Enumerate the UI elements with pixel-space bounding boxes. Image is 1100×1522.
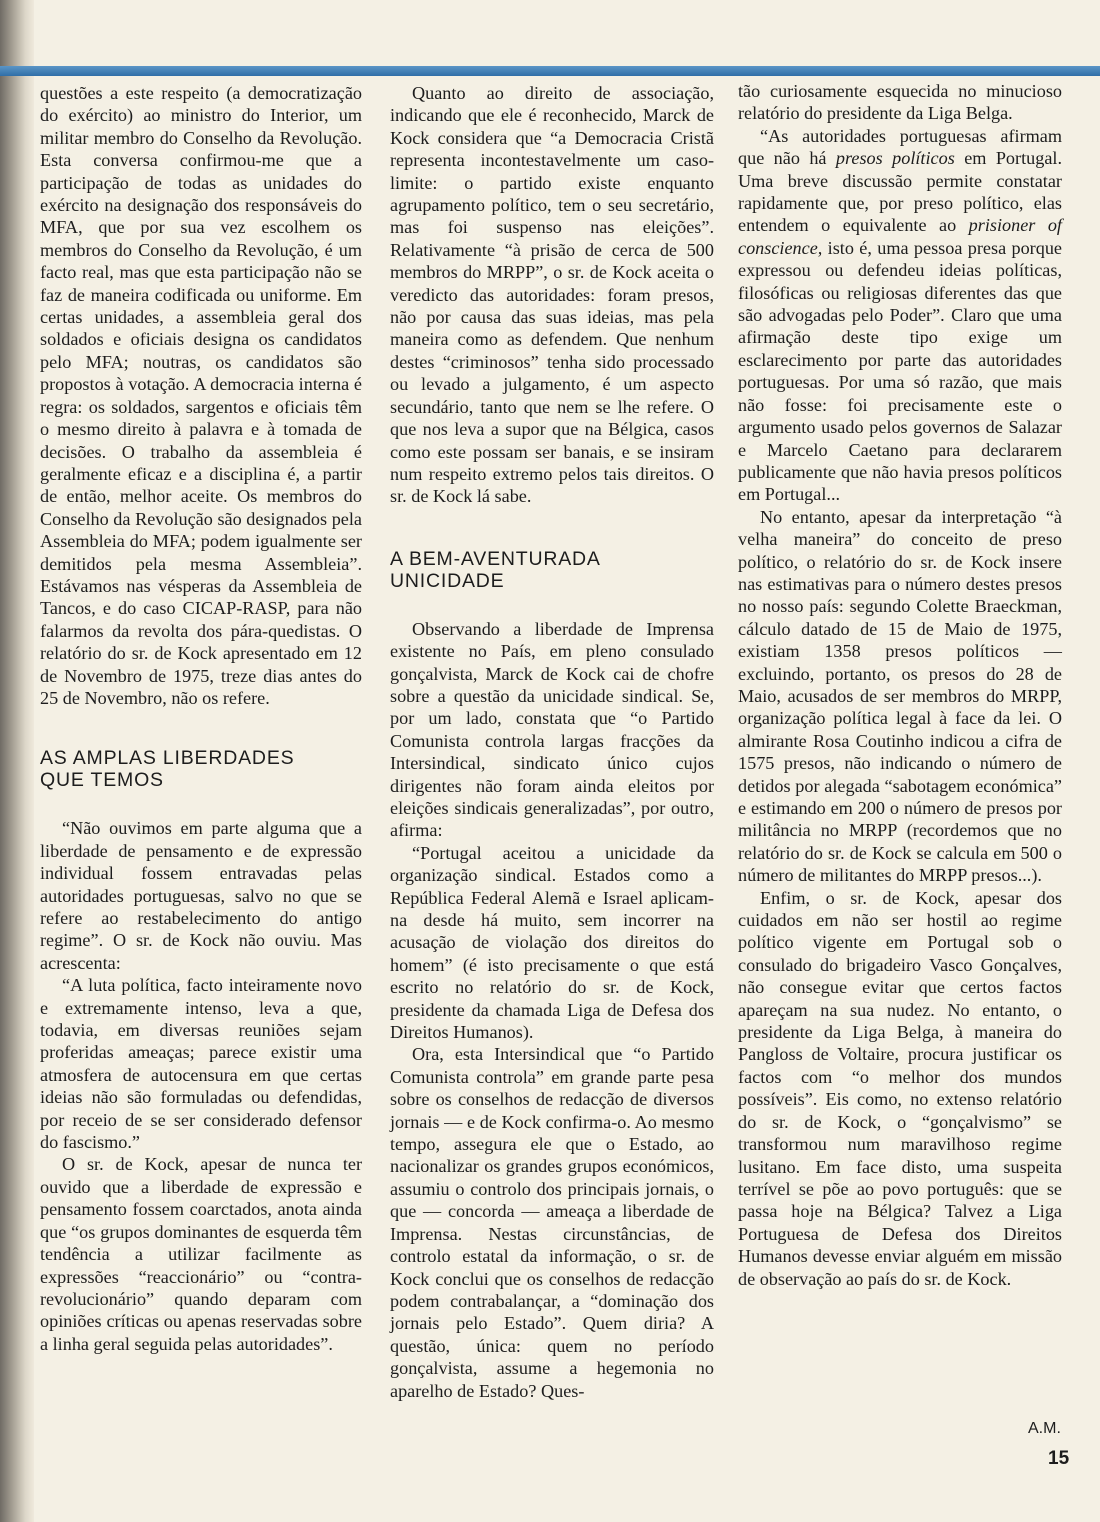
- column-1: [40, 82, 362, 1355]
- paragraph: O sr. de Kock, apesar de nunca ter ouvido que a liberdade de expressão e pensamento fossem coarctados, anota ainda que “os grupos dominantes de esquerda têm tendência a utilizar facilmente as expressões “reaccionário” ou “contra-revolucionário” quando deparam com opiniões críticas ou apenas reservadas sobre a linha geral seguida pelas autoridades”.: [40, 1154, 362, 1354]
- paragraph: Quanto ao direito de associação, indicando que ele é reconhecido, Marck de Kock considera que “a Democracia Cristã representa incontestavelmente um caso-limite: o partido existe enquanto agrupamento político, tem o seu secretário, mas foi suspenso nas eleições”. Relativamente “à prisão de cerca de 500 membros do MRPP”, o sr. de Kock aceita o veredicto das autoridades: foram presos, não por causa das suas ideias, mas pela maneira como as defendem. Que nenhum destes “criminosos” tenha sido processado ou levado a julgamento, é um aspecto secundário, tanto que nem se lhe refere. O que nos leva a supor que na Bélgica, casos como este possam ser banais, e se insiram num respeito extremo pelos tais direitos. O sr. de Kock lá sabe.: [390, 83, 714, 507]
- paragraph: “Não ouvimos em parte alguma que a liberdade de pensamento e de expressão individual fossem entravadas pelas autoridades portuguesas, salvo no que se refere ao restabelecimento do antigo regime”. O sr. de Kock não ouviu. Mas acrescenta:: [40, 818, 362, 973]
- page-binding-shadow: [0, 0, 34, 1522]
- paragraph: Enfim, o sr. de Kock, apesar dos cuidados em não ser hostil ao regime político vigente em Portugal sob o consulado do brigadeiro Vasco Gonçalves, não consegue evitar que certos factos apareçam na sua nudez. No entanto, o presidente da Liga Belga, à maneira do Pangloss de Voltaire, procura justificar os factos com “o melhor dos mundos possíveis”. Eis como, no extenso relatório do sr. de Kock, o “gonçalvismo” se transformou num maravilhoso regime lusitano. Em face disto, uma suspeita terrível se põe ao povo português: que se passa hoje na Bélgica? Talvez a Liga Portuguesa de Defesa dos Direitos Humanos devesse enviar alguém em missão de observação ao país do sr. de Kock.: [738, 887, 1062, 1289]
- italic-term: presos políticos: [835, 148, 955, 169]
- page-number: 15: [1048, 1448, 1070, 1469]
- heading-line: AS AMPLAS LIBERDADES: [40, 747, 295, 770]
- paragraph: Observando a liberdade de Imprensa existente no País, em pleno consulado gonçalvista, Marck de Kock cai de chofre sobre a questão da unicidade sindical. Se, por um lado, constata que “o Partido Comunista controla largas fracções da Intersindical, sindicato único cujos dirigentes não foram ainda eleitos por eleições sindicais generalizadas”, por outro, afirma:: [390, 618, 714, 841]
- column-3: [738, 80, 1062, 1290]
- text-run: isto é, uma pessoa presa porque expressou ou defendeu ideias políticas, filosóficas ou religiosas diferentes das que são advogadas pelo Poder”. Claro que uma afirmação deste tipo exige um esclarecimento por parte das autoridades portuguesas. Por uma só razão, que mais não fosse: foi precisamente este o argumento usado pelos governos de Salazar e Marcelo Caetano para declararem publicamente que não havia presos políticos em Portugal...: [738, 237, 1062, 505]
- paragraph: Ora, esta Intersindical que “o Partido Comunista controla” em grande parte pesa sobre os conselhos de redacção de diversos jornais — e de Kock confirma-o. Ao mesmo tempo, assegura ele que o Estado, ao nacionalizar os grandes grupos económicos, assumiu o controlo dos principais jornais, o que — concorda — ameaça a liberdade de Imprensa. Nestas circunstâncias, de controlo estatal da informação, o sr. de Kock conclui que os conselhos de redacção podem contrabalançar, a “dominação dos jornais pelo Estado”. Quem diria? A questão, única: quem no período gonçalvista, assume a hegemonia no aparelho de Estado? Ques-: [390, 1044, 714, 1401]
- heading-line: UNICIDADE: [390, 569, 505, 592]
- top-blue-rule: [0, 66, 1100, 76]
- text-run: “As autoridades portuguesas afirmam que não há: [738, 125, 1062, 169]
- paragraph: No entanto, apesar da interpretação “à velha maneira” do conceito de preso político, o relatório do sr. de Kock insere nas estimativas para o número destes presos no nosso país: segundo Colette Braeckman, cálculo datado de 15 de Maio de 1975, existiam 1358 presos políticos — excluindo, portanto, os presos do 28 de Maio, acusados de ser membros do MRPP, organização política legal à face da lei. O almirante Rosa Coutinho indicou a cifra de 1575 presos, não indicando o número de detidos por alegada “sabotagem económica” e estimando em 200 o número de presos por militância no MRPP (recordemos que no relatório do sr. de Kock se calcula em 500 o número de militantes do MRPP presos...).: [738, 506, 1062, 886]
- section-heading-unicidade: [390, 548, 714, 592]
- author-signature: A.M.: [1028, 1420, 1061, 1437]
- heading-line: QUE TEMOS: [40, 769, 164, 792]
- paragraph: tão curiosamente esquecida no minucioso relatório do presidente da Liga Belga.: [738, 81, 1062, 124]
- column-2: [390, 82, 714, 1402]
- paragraph: “Portugal aceitou a unicidade da organização sindical. Estados como a República Federal Alemã e Israel aplicam-na desde há muito, sem incorrer na acusação de violação dos direitos do homem” (é isto precisamente o que está escrito no relatório do sr. de Kock, presidente da chamada Liga de Defesa dos Direitos Humanos).: [390, 842, 714, 1043]
- heading-line: A BEM-AVENTURADA: [390, 547, 601, 570]
- paragraph: “A luta política, facto inteiramente novo e extremamente intenso, leva a que, todavia, em diversas reuniões sejam proferidas ameaças; parece existir uma atmosfera de autocensura em que certas ideias não são formuladas ou defendidas, por receio de se ser considerado defensor do fascismo.”: [40, 975, 362, 1153]
- text-run: em Portugal. Uma breve discussão permite constatar rapidamente que, por preso político, elas entendem o equivalente ao: [738, 148, 1062, 236]
- section-heading-liberdades: [40, 747, 362, 791]
- paragraph: questões a este respeito (a democratização do exército) ao ministro do Interior, um militar membro do Conselho da Revolução. Esta conversa confirmou-me que a participação de todas as unidades do exército na designação dos responsáveis do MFA, que por sua vez escolhem os membros do Conselho da Revolução, é um facto real, mas que esta participação não se faz de maneira codificada ou uniforme. Em certas unidades, a assembleia geral dos soldados e oficiais designa os candidatos pelo MFA; noutras, os candidatos são propostos à votação. A democracia interna é regra: os soldados, sargentos e oficiais têm o mesmo direito à palavra e à tomada de decisões. O trabalho da assembleia é geralmente eficaz e a disciplina é, a partir de então, melhor aceite. Os membros do Conselho da Revolução são designados pela Assembleia do MFA; podem igualmente ser demitidos pela mesma Assembleia”. Estávamos nas vésperas da Assembleia de Tancos, e do caso CICAP-RASP, para não falarmos da revolta dos pára-quedistas. O relatório do sr. de Kock apresentado em 12 de Novembro de 1975, treze dias antes do 25 de Novembro, não os refere.: [40, 83, 362, 708]
- paragraph: [738, 125, 1062, 506]
- italic-term: prisioner of conscience,: [738, 215, 1062, 258]
